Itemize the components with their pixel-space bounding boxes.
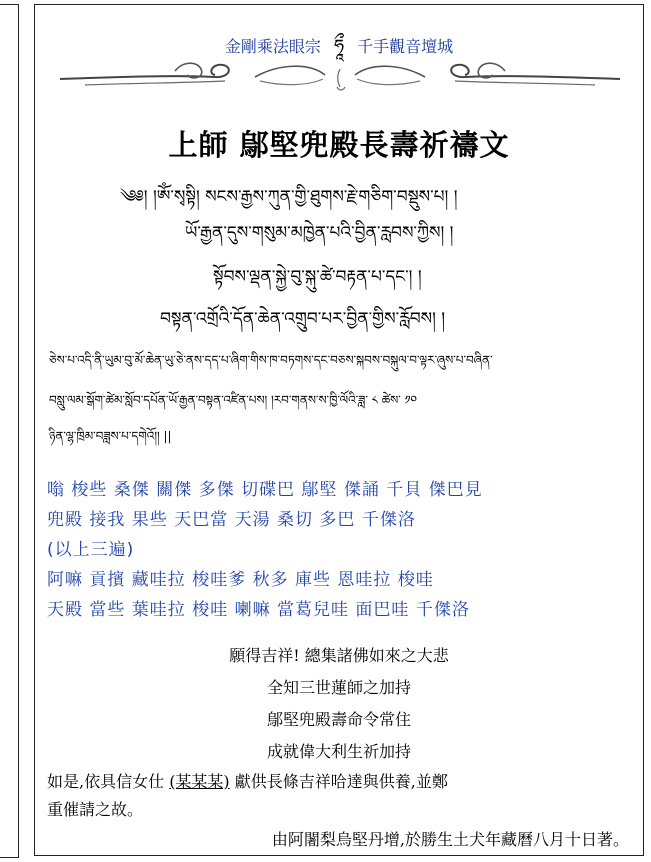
page-title: 上師 鄔堅兜殿長壽祈禱文 xyxy=(168,128,510,162)
translation-verse: 鄔堅兜殿壽命令常住 xyxy=(266,710,411,729)
repeat-instruction: (以上三遍) xyxy=(47,540,135,560)
header-mandala-name: 千手觀音壇城 xyxy=(357,37,454,56)
adjacent-page-edge xyxy=(0,4,19,858)
dedication-suffix: 獻供長條吉祥哈達與供養,並鄭 xyxy=(234,772,448,791)
translation-verse: 願得吉祥! 總集諸佛如來之大悲 xyxy=(229,646,449,665)
tibetan-verse-line: ཡོ་རྒྱན་དུས་གསུམ་མཁྱེན་པའི་བྱིན་རླབས་ཀྱིས། ། xyxy=(185,223,454,243)
transliteration-line: 天殿 當些 葉哇拉 梭哇 喇嘛 當葛兒哇 面巴哇 千傑洛 xyxy=(47,600,470,620)
transliteration-line: 嗡 梭些 桑傑 關傑 多傑 切碟巴 鄔堅 傑誦 千貝 傑巴見 xyxy=(47,480,483,500)
author-colophon: 由阿闍梨烏堅丹增,於勝生土犬年藏曆八月十日著。 xyxy=(271,830,629,849)
header-lineage-name: 金剛乘法眼宗 xyxy=(224,37,321,56)
tibetan-verse-line: བསྟན་འགྲོའི་དོན་ཆེན་འགྲུབ་པར་བྱིན་གྱིས་རློབས། ། xyxy=(160,309,446,329)
translation-verse: 全知三世蓮師之加持 xyxy=(266,678,411,697)
sponsor-name-placeholder: (某某某) xyxy=(169,772,230,791)
tibetan-verse-line: སྟོབས་ལྡན་སྐྱེ་བུ་སྐུ་ཚེ་བརྟན་པ་དང་། ། xyxy=(213,267,422,287)
tibetan-colophon-line: བསླུ་ལམ་སྒོག་ཚེམ་སློབ་དཔོན་ཡོ་རྒྱན་བསྟན་འཛིན་པས། །རབ་གནས་ས་ཁྱི་ལོའི་ཟླ་ ༨ ཚེས་ ༡༠ xyxy=(49,393,417,407)
translation-verse: 成就偉大利生祈加持 xyxy=(266,742,411,761)
dedication-line-2: 重催請之故。 xyxy=(47,800,144,819)
tibetan-colophon-line: ཉིན་ལྷ་ཁྲིམ་བཟླས་པ་དགེའོ།། || xyxy=(49,429,172,443)
tibetan-verse-line: ༄༅། །ཨོཾ་སྭསྟི། སངས་རྒྱས་ཀུན་གྱི་ཐུགས་རྗེ་གཅིག་བསྡུས་པ། ། xyxy=(120,187,458,207)
tibetan-colophon-line: ཅེས་པ་འདི་ནི་ཡུམ་བུ་མོ་ཆེན་ཡུ་ཅེ་ནས་དད་པ་ཞིག་གིས་ཁ་བཏགས་དང་བཅས་སྐབས་བསྐུལ་བ་ལྟར་ཞུས་པ་བཞིན་ xyxy=(49,353,493,367)
eyes-ornament xyxy=(55,53,625,99)
transliteration-line: 兜殿 接我 果些 天巴當 天湯 桑切 多巴 千傑洛 xyxy=(47,510,416,530)
prayer-page xyxy=(34,4,644,856)
transliteration-line: 阿嘛 貢擯 藏哇拉 梭哇爹 秋多 庫些 恩哇拉 梭哇 xyxy=(47,570,434,590)
dedication-line xyxy=(47,769,448,792)
hri-seed-syllable-icon: ཧཱྀ xyxy=(333,36,345,57)
dedication-prefix: 如是,依具信女仕 xyxy=(47,772,165,791)
